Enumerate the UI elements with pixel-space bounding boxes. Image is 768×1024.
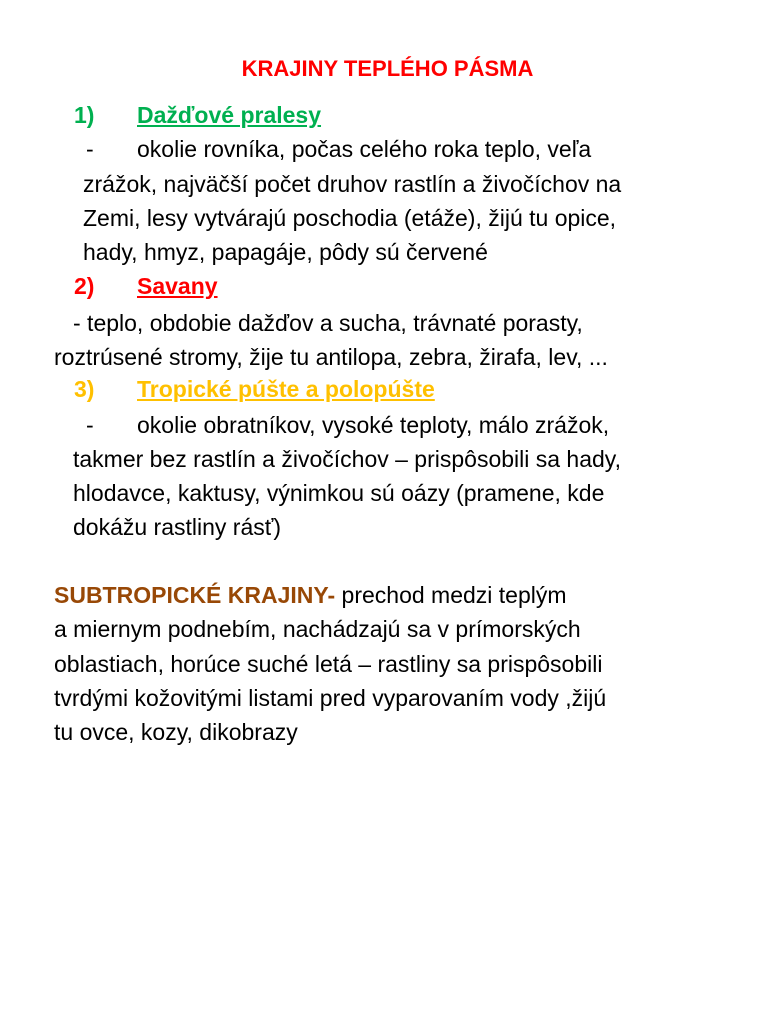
section-3-line-2: takmer bez rastlín a živočíchov – prispôsobili sa hady, (73, 446, 621, 472)
section-2-number: 2) (74, 273, 95, 299)
subtropic-label: SUBTROPICKÉ KRAJINY- (54, 582, 336, 608)
section-3-dash: - (86, 412, 94, 438)
section-2-line-2: roztrúsené stromy, žije tu antilopa, zebra, žirafa, lev, ... (54, 344, 608, 370)
section-1-line-3: Zemi, lesy vytvárajú poschodia (etáže), žijú tu opice, (83, 205, 617, 231)
section-1-number: 1) (74, 102, 95, 128)
section-3-number: 3) (74, 376, 95, 402)
section-2-line-1: - teplo, obdobie dažďov a sucha, trávnaté porasty, (73, 310, 583, 336)
section-1-line-1: okolie rovníka, počas celého roka teplo, veľa (137, 136, 592, 162)
section-3-line-4: dokážu rastliny rásť) (73, 514, 282, 540)
section-1-heading: Dažďové pralesy (137, 102, 322, 128)
section-1-line-4: hady, hmyz, papagáje, pôdy sú červené (83, 239, 488, 265)
subtropic-line-4: tvrdými kožovitými listami pred vyparovaním vody ,žijú (54, 685, 607, 711)
subtropic-line-3: oblastiach, horúce suché letá – rastliny sa prispôsobili (54, 651, 603, 677)
section-3-line-1: okolie obratníkov, vysoké teploty, málo zrážok, (137, 412, 610, 438)
subtropic-line-5: tu ovce, kozy, dikobrazy (54, 719, 298, 745)
section-2-heading: Savany (137, 273, 218, 299)
subtropic-first-line-text: prechod medzi teplým (335, 582, 567, 608)
section-3-line-3: hlodavce, kaktusy, výnimkou sú oázy (pramene, kde (73, 480, 605, 506)
subtropic-first-line (54, 578, 567, 612)
subtropic-line-2: a miernym podnebím, nachádzajú sa v prímorských (54, 616, 581, 642)
section-3-heading: Tropické púšte a polopúšte (137, 376, 435, 402)
section-1-dash: - (86, 136, 94, 162)
section-1-line-2: zrážok, najväčší počet druhov rastlín a živočíchov na (83, 171, 622, 197)
page-title: KRAJINY TEPLÉHO PÁSMA (241, 56, 534, 81)
